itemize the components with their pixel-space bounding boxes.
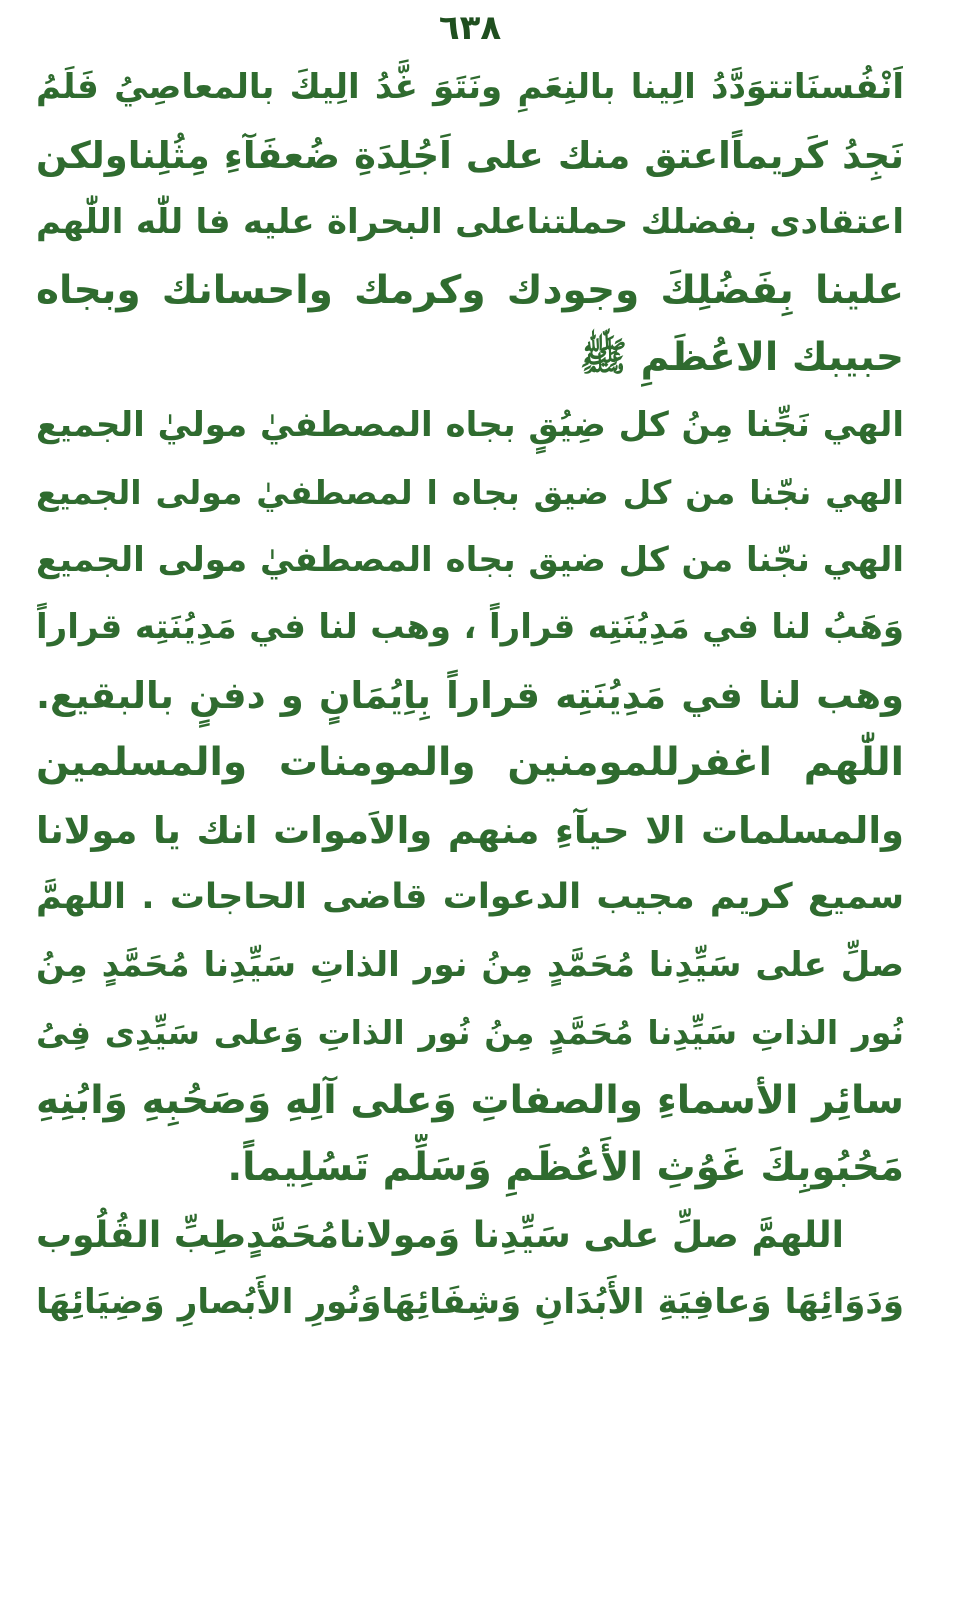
- text-line-12: والمسلمات الا حيآءِ منهم والاَموات انك يا مولانا: [36, 808, 904, 852]
- text-line-8: الهي نجّنا من كل ضيق بجاه المصطفيٰ مولى الجميع: [36, 539, 904, 580]
- text-line-10: وهب لنا في مَدِيُنَتِه قراراً بِاِيُمَانٍ و دفنٍ بالبقيع.: [36, 673, 904, 717]
- text-line-14: صلِّ على سَيِّدِنا مُحَمَّدٍ مِنُ نور الذاتِ سَيِّدِنا مُحَمَّدٍ مِنُ: [36, 944, 904, 985]
- text-line-1: اَنْفُسنَاتتوَدَّدُ الِينا بالنِعَمِ ونَتَوَ غَّدُ الِيكَ بالمعاصِيُ فَلَمُ: [36, 67, 904, 107]
- text-line-7: الهي نجّنا من كل ضيق بجاه ا لمصطفيٰ مولى الجميع: [36, 473, 904, 512]
- page-number: ٦٣٨: [438, 8, 502, 48]
- text-line-19: وَدَوَائِهَا وَعافِيَةِ الأَبُدَانِ وَشِفَائِهَاوَنُورِ الأَبُصارِ وَضِيَائِهَا: [36, 1282, 904, 1322]
- text-line-4: علينا بِفَضُلِكَ وجودك وكرمك واحسانك وبجاه: [36, 267, 904, 313]
- text-line-6: الهي نَجِّنا مِنُ كل ضِيُقٍ بجاه المصطفيٰ موليٰ الجميع: [36, 404, 904, 445]
- text-line-18: اللهمَّ صلِّ على سَيِّدِنا وَمولانامُحَمَّدٍطِبِّ القُلُوب: [36, 1214, 844, 1256]
- text-body: [36, 54, 904, 1337]
- text-line-9: وَهَبُ لنا في مَدِيُنَتِه قراراً ، وهب لنا في مَدِيُنَتِه قراراً: [36, 607, 904, 647]
- text-line-13: سميع كريم مجيب الدعوات قاضى الحاجات . اللهمَّ: [36, 877, 904, 917]
- text-line-15: نُور الذاتِ سَيِّدِنا مُحَمَّدٍ مِنُ نُور الذاتِ وَعلى سَيِّدِى فِىُ: [36, 1013, 904, 1052]
- text-line-17: مَحُبُوبِكَ غَوُثِ الأَعُظَمِ وَسَلِّم تَسُلِيماً.: [227, 1145, 904, 1190]
- text-line-2: نَجِدُ كَريماًاعتق منك على اَجُلِدَةِ ضُعفَآءِ مِثُلِناولكن: [36, 133, 904, 177]
- text-line-11: اللّٰهم اغفرللمومنين والمومنات والمسلمين: [36, 740, 904, 785]
- text-line-16: سائِر الأسماءِ والصفاتِ وَعلى آلِهِ وَصَحُبِهِ وَابُنِهِ: [36, 1077, 904, 1123]
- text-line-3: اعتقادى بفضلك حملتناعلى البحراة عليه فا للّٰه اللّٰهم: [36, 202, 904, 242]
- text-line-5: حبيبك الاعُظَمِ ﷺ: [579, 335, 904, 380]
